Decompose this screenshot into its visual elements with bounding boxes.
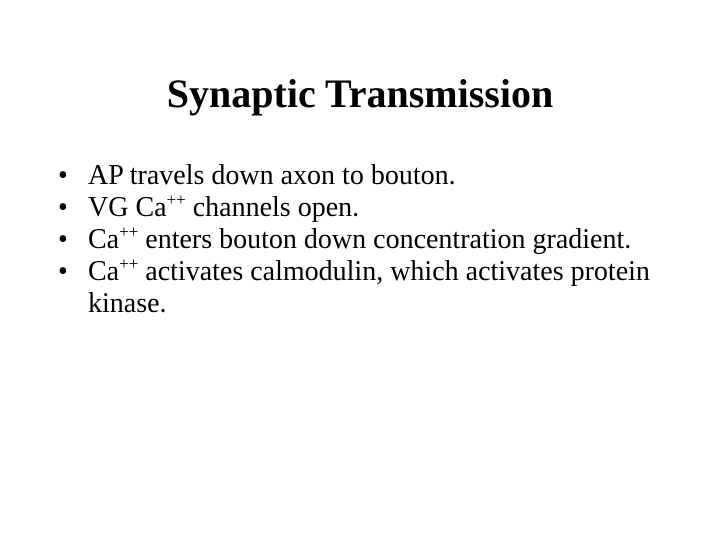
bullet-marker: • — [58, 192, 68, 223]
bullet-text-after: enters bouton down concentration gradient. — [138, 224, 632, 255]
bullet-item-ca-activates — [58, 256, 678, 320]
bullet-text-before: Ca — [88, 256, 120, 287]
bullet-list — [58, 160, 678, 320]
bullet-item-vg-channels — [58, 192, 678, 224]
superscript-charge: ++ — [166, 190, 186, 209]
superscript-charge: ++ — [119, 222, 139, 241]
bullet-item-ca-enters — [58, 224, 678, 256]
bullet-text-before: Ca — [88, 224, 120, 255]
bullet-marker: • — [58, 224, 68, 255]
superscript-charge: ++ — [119, 254, 139, 273]
bullet-item-ap-travels — [58, 160, 678, 192]
slide-title: Synaptic Transmission — [166, 71, 554, 116]
bullet-text: AP travels down axon to bouton. — [88, 160, 456, 191]
bullet-text-after: activates calmodulin, which activates protein kinase. — [88, 256, 650, 319]
bullet-text-before: VG Ca — [88, 192, 167, 223]
bullet-marker: • — [58, 160, 68, 191]
bullet-marker: • — [58, 256, 68, 287]
bullet-text-after: channels open. — [185, 192, 360, 223]
